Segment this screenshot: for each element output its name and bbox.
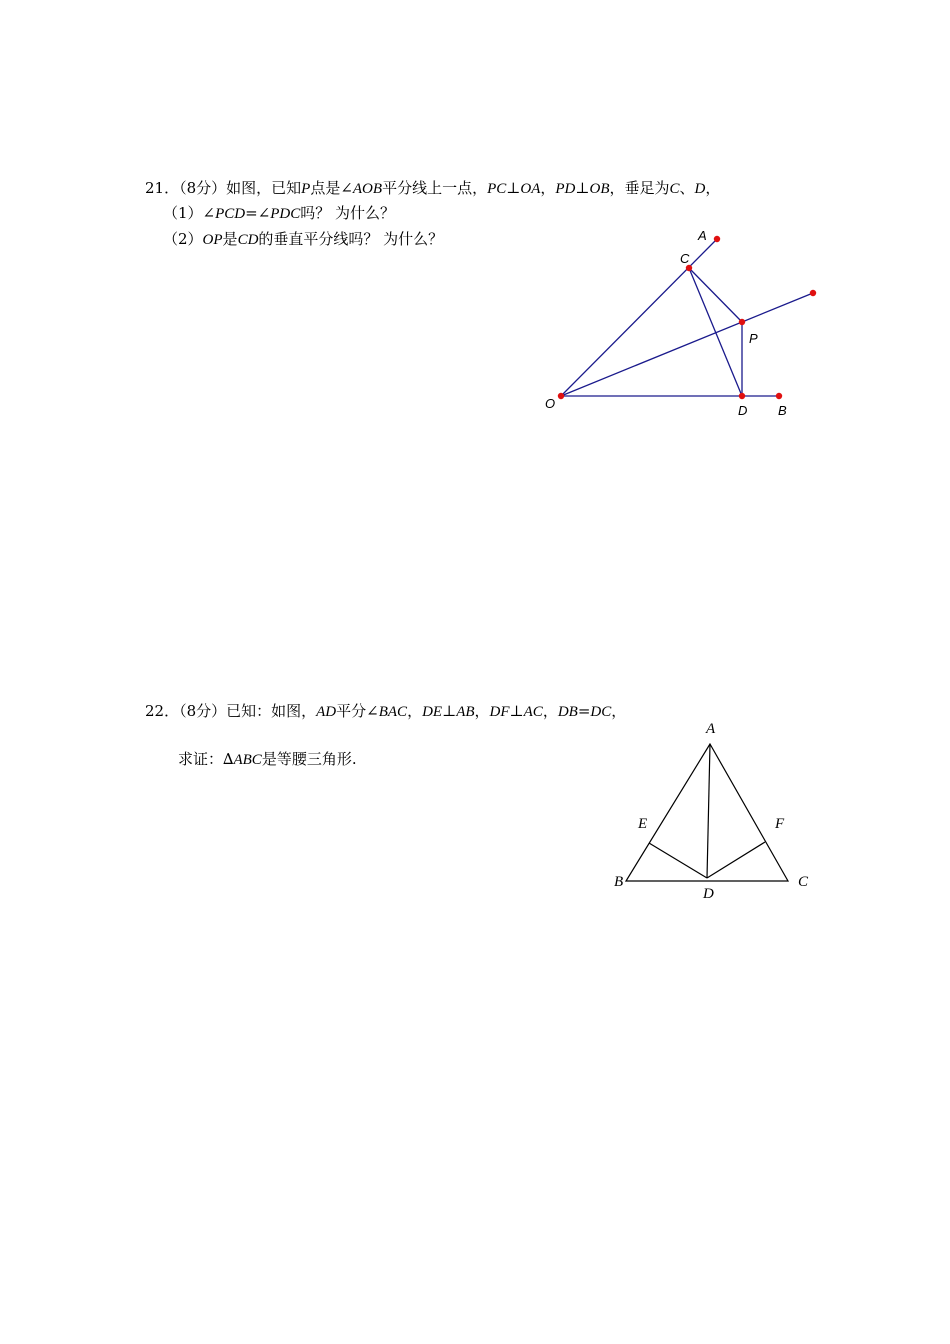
q21-labels xyxy=(545,228,787,418)
q22-line1-seg-1: AD xyxy=(316,704,337,720)
point-o xyxy=(558,393,564,399)
q22-line1-seg-8: ， xyxy=(474,702,490,720)
q22-line1-seg-6: ⊥ xyxy=(442,702,457,720)
q22-line1-seg-4: ， xyxy=(407,702,423,720)
q21-line1-seg-14: 、 xyxy=(679,179,695,197)
q22-line2-seg-2: 是等腰三角形. xyxy=(261,750,357,768)
q22-line1-seg-13: DB xyxy=(557,704,578,720)
label-c: C xyxy=(798,874,809,890)
q21-line1-seg-9: PD xyxy=(555,181,576,197)
q21-line1-seg-16: ， xyxy=(705,179,721,197)
q22-line1-seg-2: 平分∠ xyxy=(336,702,379,720)
q21-line2-seg-2: =∠ xyxy=(245,204,271,222)
q22-lines xyxy=(626,744,788,881)
point-d xyxy=(739,393,745,399)
label-f: F xyxy=(775,816,785,832)
segment-cp xyxy=(689,268,742,322)
q21-line3-seg-1: OP xyxy=(202,232,223,248)
label-d: D xyxy=(703,886,714,902)
point-a xyxy=(714,236,720,242)
q22-line2 xyxy=(178,749,357,770)
point-p xyxy=(739,319,745,325)
q21-line1-seg-15: D xyxy=(694,181,706,197)
q22-line1-seg-15: DC xyxy=(590,704,612,720)
q21-line1-seg-6: ⊥ xyxy=(506,179,521,197)
q22-line1 xyxy=(145,701,626,722)
segment-df xyxy=(707,842,765,878)
q22-line1-seg-9: DF xyxy=(489,704,510,720)
q21-line1-seg-4: 平分线上一点， xyxy=(382,179,488,197)
q21-line1-seg-0: 21．（8分）如图，已知 xyxy=(145,179,302,197)
q21-line1-seg-1: P xyxy=(301,181,311,197)
label-e: E xyxy=(638,816,648,832)
q21-line1-seg-8: ， xyxy=(540,179,556,197)
q22-line1-seg-7: AB xyxy=(456,704,475,720)
q21-line3-seg-4: 的垂直平分线吗？ 为什么？ xyxy=(258,230,444,248)
q21-line3-seg-0: （2） xyxy=(163,230,203,248)
q21-line3-seg-3: CD xyxy=(237,232,259,248)
q21-line1-seg-7: OA xyxy=(520,181,541,197)
label-a: A xyxy=(698,228,707,243)
q21-line2-seg-0: （1）∠ xyxy=(163,204,216,222)
q21-line2-seg-3: PDC xyxy=(270,206,301,222)
q21-line2-seg-4: 吗？ 为什么？ xyxy=(300,204,396,222)
q22-line1-seg-14: = xyxy=(577,702,591,720)
segment-de xyxy=(649,843,707,878)
label-p: P xyxy=(749,331,758,346)
q22-line2-seg-1: ABC xyxy=(233,752,262,768)
label-o: O xyxy=(545,396,556,411)
q22-line1-seg-0: 22．（8分）已知：如图， xyxy=(145,702,317,720)
q21-line1-seg-12: ，垂足为 xyxy=(609,179,670,197)
q21-line1-seg-5: PC xyxy=(487,181,507,197)
label-d: D xyxy=(738,403,748,418)
q22-line2-seg-0: 求证：∆ xyxy=(178,750,234,768)
q22-line1-seg-10: ⊥ xyxy=(509,702,524,720)
q22-line1-seg-3: BAC xyxy=(378,704,408,720)
label-b: B xyxy=(614,874,624,890)
point-b xyxy=(776,393,782,399)
q21-line2-seg-1: PCD xyxy=(215,206,246,222)
label-c: C xyxy=(680,251,690,266)
q21-line1-seg-13: C xyxy=(669,181,680,197)
segment-cd xyxy=(689,268,742,396)
q22-line1-seg-5: DE xyxy=(422,704,443,720)
ray-op xyxy=(561,293,813,396)
q21-line1-seg-3: AOB xyxy=(352,181,383,197)
q21-line1-seg-2: 点是∠ xyxy=(310,179,353,197)
segment-ad xyxy=(707,744,710,878)
label-a: A xyxy=(706,721,716,737)
label-b: B xyxy=(778,403,787,418)
q21-line1-seg-10: ⊥ xyxy=(575,179,590,197)
q22-line1-seg-11: AC xyxy=(523,704,543,720)
q21-line1-seg-11: OB xyxy=(589,181,610,197)
q22-line1-seg-12: ， xyxy=(542,702,558,720)
q22-line1-seg-16: ， xyxy=(611,702,627,720)
ray-oa xyxy=(561,239,717,396)
point-ray-end xyxy=(810,290,816,296)
q21-line3-seg-2: 是 xyxy=(222,230,238,248)
